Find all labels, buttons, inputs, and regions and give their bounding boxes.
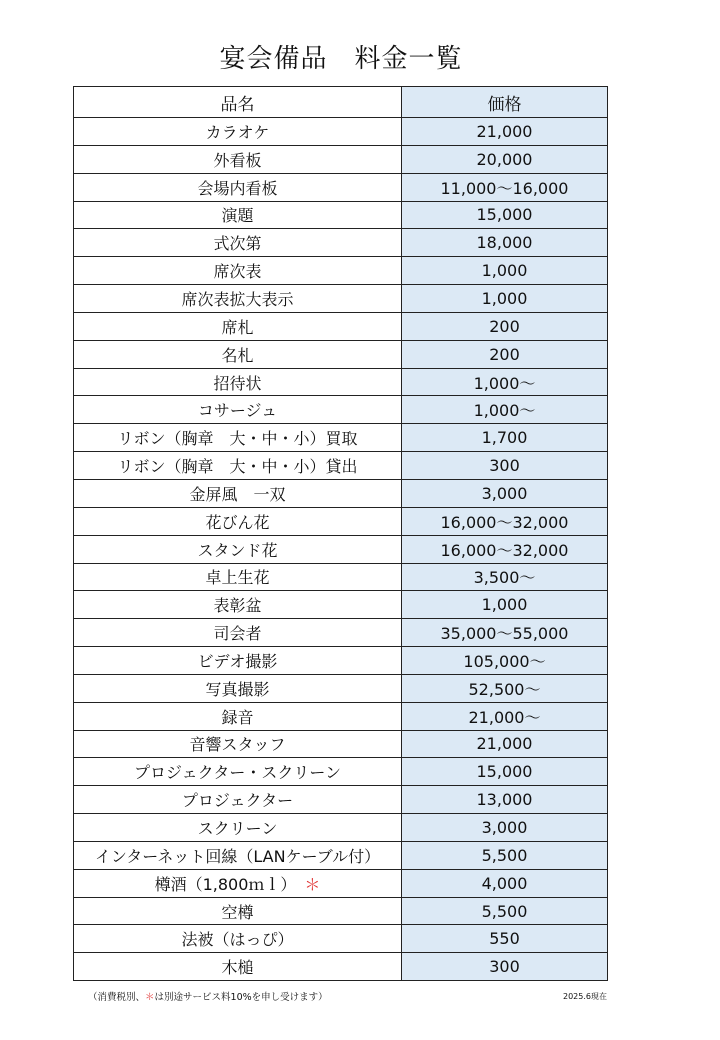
item-name: 音響スタッフ [189, 735, 286, 755]
item-name-cell [74, 786, 402, 814]
item-name: 招待状 [213, 373, 262, 393]
item-name-cell [74, 479, 402, 507]
table-row [74, 396, 608, 424]
item-name-cell [74, 647, 402, 675]
item-name-cell [74, 368, 402, 396]
item-name-cell [74, 869, 402, 897]
table-row [74, 730, 608, 758]
item-name-cell [74, 257, 402, 285]
item-name: 金屏風 一双 [189, 484, 286, 504]
table-body [74, 118, 608, 981]
item-name: 名札 [221, 345, 254, 365]
item-name: カラオケ [205, 122, 270, 142]
header-price: 価格 [402, 87, 608, 118]
price-table [73, 86, 608, 981]
item-price: 52,500～ [402, 674, 608, 702]
table-row [74, 173, 608, 201]
table-row [74, 340, 608, 368]
item-name: 木槌 [221, 958, 254, 978]
item-price: 11,000～16,000 [402, 173, 608, 201]
table-row [74, 479, 608, 507]
table-row [74, 257, 608, 285]
item-price: 3,500～ [402, 563, 608, 591]
item-price: 21,000 [402, 730, 608, 758]
item-price: 1,000 [402, 257, 608, 285]
footnote [88, 989, 328, 1003]
table-row [74, 814, 608, 842]
header-name: 品名 [74, 87, 402, 118]
item-name: リボン（胸章 大・中・小）買取 [117, 429, 358, 449]
item-name: 会場内看板 [197, 178, 278, 198]
item-price: 3,000 [402, 814, 608, 842]
item-price: 16,000～32,000 [402, 507, 608, 535]
item-name-cell [74, 396, 402, 424]
item-name-cell [74, 591, 402, 619]
item-name-cell [74, 312, 402, 340]
item-name-cell [74, 925, 402, 953]
item-name-cell [74, 758, 402, 786]
table-row [74, 619, 608, 647]
item-price: 1,000 [402, 285, 608, 313]
table-row [74, 145, 608, 173]
item-name-cell [74, 229, 402, 257]
item-name-cell [74, 145, 402, 173]
item-price: 15,000 [402, 201, 608, 229]
item-name: 樽酒（1,800ｍｌ） [154, 874, 289, 894]
item-price: 5,500 [402, 897, 608, 925]
table-row [74, 925, 608, 953]
item-name-cell [74, 118, 402, 146]
item-price: 20,000 [402, 145, 608, 173]
item-price: 300 [402, 953, 608, 981]
table-row [74, 897, 608, 925]
page-title: 宴会備品 料金一覧 [219, 44, 463, 74]
item-name: 司会者 [213, 624, 262, 644]
item-name-cell [74, 535, 402, 563]
item-price: 5,500 [402, 841, 608, 869]
item-name-cell [74, 897, 402, 925]
item-name-cell [74, 953, 402, 981]
table-row [74, 953, 608, 981]
item-name-cell [74, 563, 402, 591]
item-name: 表彰盆 [213, 596, 262, 616]
item-price: 1,000～ [402, 396, 608, 424]
table-row [74, 368, 608, 396]
table-row [74, 647, 608, 675]
item-price: 16,000～32,000 [402, 535, 608, 563]
item-name-cell [74, 285, 402, 313]
item-name-cell [74, 201, 402, 229]
item-name: 録音 [221, 707, 254, 727]
item-price: 21,000～ [402, 702, 608, 730]
item-price: 200 [402, 312, 608, 340]
item-price: 35,000～55,000 [402, 619, 608, 647]
item-name: スタンド花 [197, 540, 278, 560]
item-name-cell [74, 619, 402, 647]
surcharge-mark: ＊ [304, 874, 321, 894]
item-price: 1,700 [402, 424, 608, 452]
item-name: プロジェクター [181, 791, 294, 811]
footnote-suffix: は別途サービス料10%を申し受けます） [154, 992, 328, 1003]
table-row [74, 424, 608, 452]
item-name: リボン（胸章 大・中・小）貸出 [117, 457, 358, 477]
item-name-cell [74, 424, 402, 452]
footnote-prefix: （消費税別、 [88, 992, 146, 1003]
table-row [74, 507, 608, 535]
item-name-cell [74, 730, 402, 758]
item-name: 卓上生花 [205, 568, 270, 588]
table-row [74, 535, 608, 563]
table-row [74, 591, 608, 619]
item-name-cell [74, 452, 402, 480]
item-name: 席次表 [213, 262, 262, 282]
item-price: 105,000～ [402, 647, 608, 675]
table-row [74, 312, 608, 340]
item-name: 花びん花 [205, 512, 270, 532]
item-price: 18,000 [402, 229, 608, 257]
item-name: ビデオ撮影 [197, 651, 278, 671]
item-name: 席次表拡大表示 [181, 289, 294, 309]
table-row [74, 674, 608, 702]
item-name: インターネット回線（LANケーブル付） [94, 846, 381, 866]
item-name: スクリーン [197, 819, 278, 839]
item-name: 外看板 [213, 150, 262, 170]
item-price: 3,000 [402, 479, 608, 507]
table-row [74, 285, 608, 313]
item-name-cell [74, 340, 402, 368]
table-row [74, 786, 608, 814]
item-price: 15,000 [402, 758, 608, 786]
table-row [74, 702, 608, 730]
table-row [74, 452, 608, 480]
item-name-cell [74, 814, 402, 842]
item-name-cell [74, 507, 402, 535]
item-price: 200 [402, 340, 608, 368]
item-price: 1,000～ [402, 368, 608, 396]
item-price: 550 [402, 925, 608, 953]
item-price: 1,000 [402, 591, 608, 619]
table-row [74, 118, 608, 146]
table-row [74, 201, 608, 229]
table-header-row [74, 87, 608, 118]
item-name: 式次第 [213, 234, 262, 254]
item-name: 演題 [221, 206, 254, 226]
item-name-cell [74, 841, 402, 869]
table-row [74, 229, 608, 257]
table-row [74, 869, 608, 897]
item-name: コサージュ [197, 401, 278, 421]
item-price: 21,000 [402, 118, 608, 146]
item-name-cell [74, 702, 402, 730]
item-name: プロジェクター・スクリーン [133, 763, 342, 783]
as-of-date: 2025.6現在 [563, 992, 607, 1001]
item-name: 写真撮影 [205, 679, 270, 699]
table-row [74, 563, 608, 591]
item-price: 13,000 [402, 786, 608, 814]
table-row [74, 758, 608, 786]
item-name: 空樽 [221, 902, 254, 922]
item-name: 席札 [221, 317, 254, 337]
footnote-mark: ＊ [145, 992, 155, 1003]
table-row [74, 841, 608, 869]
item-price: 4,000 [402, 869, 608, 897]
item-name-cell [74, 173, 402, 201]
item-price: 300 [402, 452, 608, 480]
item-name-cell [74, 674, 402, 702]
item-name: 法被（はっぴ） [181, 930, 294, 950]
